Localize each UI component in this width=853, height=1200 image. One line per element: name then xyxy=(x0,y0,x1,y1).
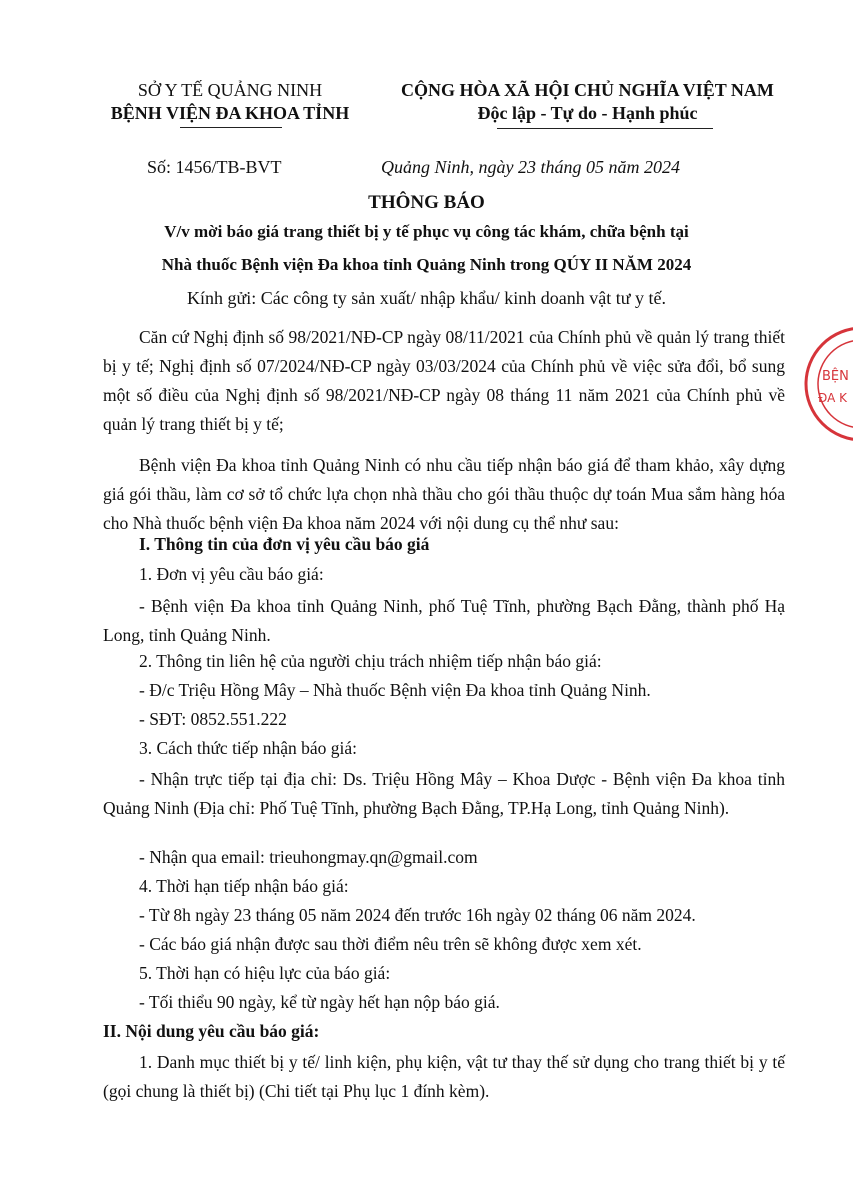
hospital-seal-stamp xyxy=(800,322,853,452)
hospital-name: BỆNH VIỆN ĐA KHOA TỈNH xyxy=(110,103,350,123)
item-3-label: 3. Cách thức tiếp nhận báo giá: xyxy=(139,738,357,758)
agency-name: SỞ Y TẾ QUẢNG NINH xyxy=(137,80,323,100)
motto-underline xyxy=(497,128,713,129)
hospital-underline xyxy=(180,127,282,128)
item-1-detail: - Bệnh viện Đa khoa tỉnh Quảng Ninh, phố Tuệ Tĩnh, phường Bạch Đằng, thành phố Hạ Long, tỉnh Quảng Ninh. xyxy=(103,596,785,645)
subject-line-1: V/v mời báo giá trang thiết bị y tế phục vụ công tác khám, chữa bệnh tại xyxy=(164,222,689,241)
item-1-label: 1. Đơn vị yêu cầu báo giá: xyxy=(139,564,324,584)
seal-text-line-2: ĐA K xyxy=(818,391,847,405)
item-4-label: 4. Thời hạn tiếp nhận báo giá: xyxy=(139,876,349,896)
section-1-heading: I. Thông tin của đơn vị yêu cầu báo giá xyxy=(139,534,430,554)
item-4-period: - Từ 8h ngày 23 tháng 05 năm 2024 đến trước 16h ngày 02 tháng 06 năm 2024. xyxy=(139,905,696,925)
item-3-direct: - Nhận trực tiếp tại địa chỉ: Ds. Triệu Hồng Mây – Khoa Dược - Bệnh viện Đa khoa tỉnh Quảng Ninh (Địa chỉ: Phố Tuệ Tĩnh, phường Bạch Đằng, TP.Hạ Long, tỉnh Quảng Ninh). xyxy=(103,769,785,818)
item-2-label: 2. Thông tin liên hệ của người chịu trách nhiệm tiếp nhận báo giá: xyxy=(139,651,602,671)
item-5-label: 5. Thời hạn có hiệu lực của báo giá: xyxy=(139,963,391,983)
item-4-note: - Các báo giá nhận được sau thời điểm nêu trên sẽ không được xem xét. xyxy=(139,934,642,954)
item-2-contact: - Đ/c Triệu Hồng Mây – Nhà thuốc Bệnh viện Đa khoa tỉnh Quảng Ninh. xyxy=(139,680,651,700)
item-2-phone: - SĐT: 0852.551.222 xyxy=(139,709,287,729)
national-motto: Độc lập - Tự do - Hạnh phúc xyxy=(477,103,698,123)
item-5-detail: - Tối thiểu 90 ngày, kể từ ngày hết hạn nộp báo giá. xyxy=(139,992,500,1012)
legal-basis-paragraph: Căn cứ Nghị định số 98/2021/NĐ-CP ngày 08/11/2021 của Chính phủ về quản lý trang thiết bị y tế; Nghị định số 07/2024/NĐ-CP ngày 03/03/2024 của Chính phủ về việc sửa đổi, bổ sung một số điều của Nghị định số 98/2021/NĐ-CP ngày 08 tháng 11 năm 2021 của Chính phủ về quản lý trang thiết bị y tế; xyxy=(103,327,785,434)
section-2-heading: II. Nội dung yêu cầu báo giá: xyxy=(103,1021,320,1041)
item-3-email: - Nhận qua email: trieuhongmay.qn@gmail.com xyxy=(139,847,478,867)
seal-text-line-1: BỆN xyxy=(822,369,849,384)
subject-line-2: Nhà thuốc Bệnh viện Đa khoa tỉnh Quảng Ninh trong QÚY II NĂM 2024 xyxy=(161,255,692,274)
country-name: CỘNG HÒA XÃ HỘI CHỦ NGHĨA VIỆT NAM xyxy=(401,80,774,100)
notice-title: THÔNG BÁO xyxy=(368,192,485,213)
recipient-line: Kính gửi: Các công ty sản xuất/ nhập khẩu/ kinh doanh vật tư y tế. xyxy=(187,288,666,308)
document-number: Số: 1456/TB-BVT xyxy=(147,157,282,177)
purpose-paragraph: Bệnh viện Đa khoa tỉnh Quảng Ninh có nhu cầu tiếp nhận báo giá để tham khảo, xây dựng giá gói thầu, làm cơ sở tổ chức lựa chọn nhà thầu cho gói thầu thuộc dự toán Mua sắm hàng hóa cho Nhà thuốc bệnh viện Đa khoa năm 2024 với nội dung cụ thể như sau: xyxy=(103,455,785,533)
section-2-item-1: 1. Danh mục thiết bị y tế/ linh kiện, phụ kiện, vật tư thay thế sử dụng cho trang thiết bị y tế (gọi chung là thiết bị) (Chi tiết tại Phụ lục 1 đính kèm). xyxy=(103,1052,785,1101)
place-date: Quảng Ninh, ngày 23 tháng 05 năm 2024 xyxy=(381,157,680,177)
